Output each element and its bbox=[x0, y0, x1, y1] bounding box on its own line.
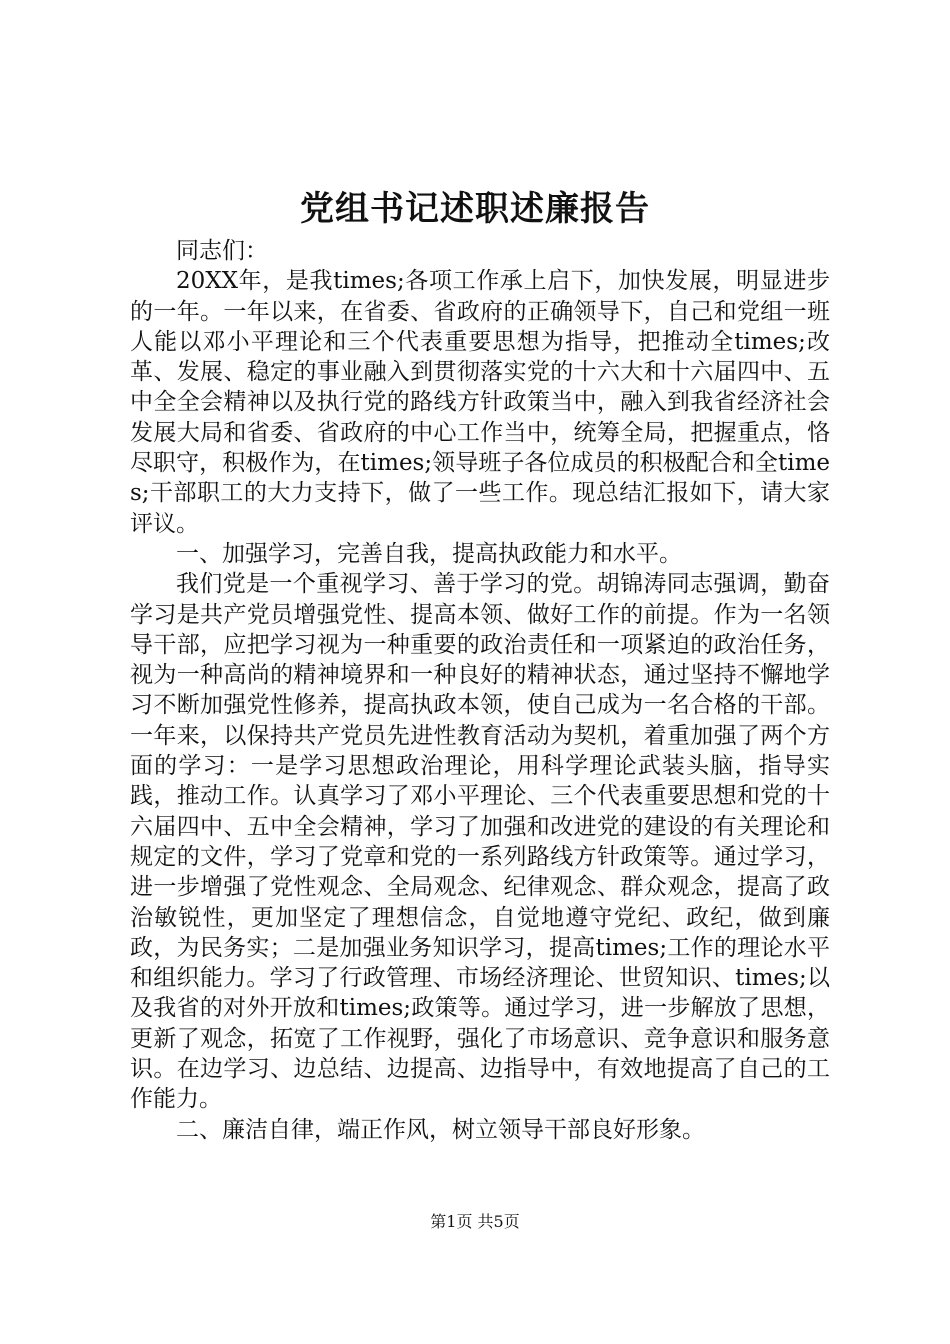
salutation: 同志们： bbox=[176, 238, 268, 264]
document-body bbox=[130, 236, 830, 1145]
section-heading-2: 二、廉洁自律，端正作风，树立领导干部良好形象。 bbox=[176, 1116, 705, 1143]
paragraph-intro: 20XX年，是我times;各项工作承上启下，加快发展，明显进步的一年。一年以来，在省委、省政府的正确领导下，自己和党组一班人能以邓小平理论和三个代表重要思想为指导，把推动全times;改革、发展、稳定的事业融入到贯彻落实党的十六大和十六届四中、五中全全会精神以及执行党的路线方针政策当中，融入到我省经济社会发展大局和省委、省政府的中心工作当中，统筹全局，把握重点，恪尽职守，积极作为，在times;领导班子各位成员的积极配合和全times;干部职工的大力支持下，做了一些工作。现总结汇报如下，请大家评议。 bbox=[130, 268, 830, 537]
section-heading-1: 一、加强学习，完善自我，提高执政能力和水平。 bbox=[176, 540, 682, 567]
paragraph-study: 我们党是一个重视学习、善于学习的党。胡锦涛同志强调，勤奋学习是共产党员增强党性、提高本领、做好工作的前提。作为一名领导干部，应把学习视为一种重要的政治责任和一项紧迫的政治任务，视为一种高尚的精神境界和一种良好的精神状态，通过坚持不懈地学习不断加强党性修养，提高执政本领，使自己成为一名合格的干部。一年来，以保持共产党员先进性教育活动为契机，着重加强了两个方面的学习：一是学习思想政治理论，用科学理论武装头脑，指导实践，推动工作。认真学习了邓小平理论、三个代表重要思想和党的十六届四中、五中全会精神，学习了加强和改进党的建设的有关理论和规定的文件，学习了党章和党的一系列路线方针政策等。通过学习，进一步增强了党性观念、全局观念、纪律观念、群众观念，提高了政治敏锐性，更加坚定了理想信念，自觉地遵守党纪、政纪，做到廉政，为民务实；二是加强业务知识学习，提高times;工作的理论水平和组织能力。学习了行政管理、市场经济理论、世贸知识、times;以及我省的对外开放和times;政策等。通过学习，进一步解放了思想，更新了观念，拓宽了工作视野，强化了市场意识、竞争意识和服务意识。在边学习、边总结、边提高、边指导中，有效地提高了自己的工作能力。 bbox=[130, 571, 830, 1113]
document-title: 党组书记述职述廉报告 bbox=[300, 189, 650, 229]
page-number: 第1页 共5页 bbox=[430, 1212, 520, 1231]
